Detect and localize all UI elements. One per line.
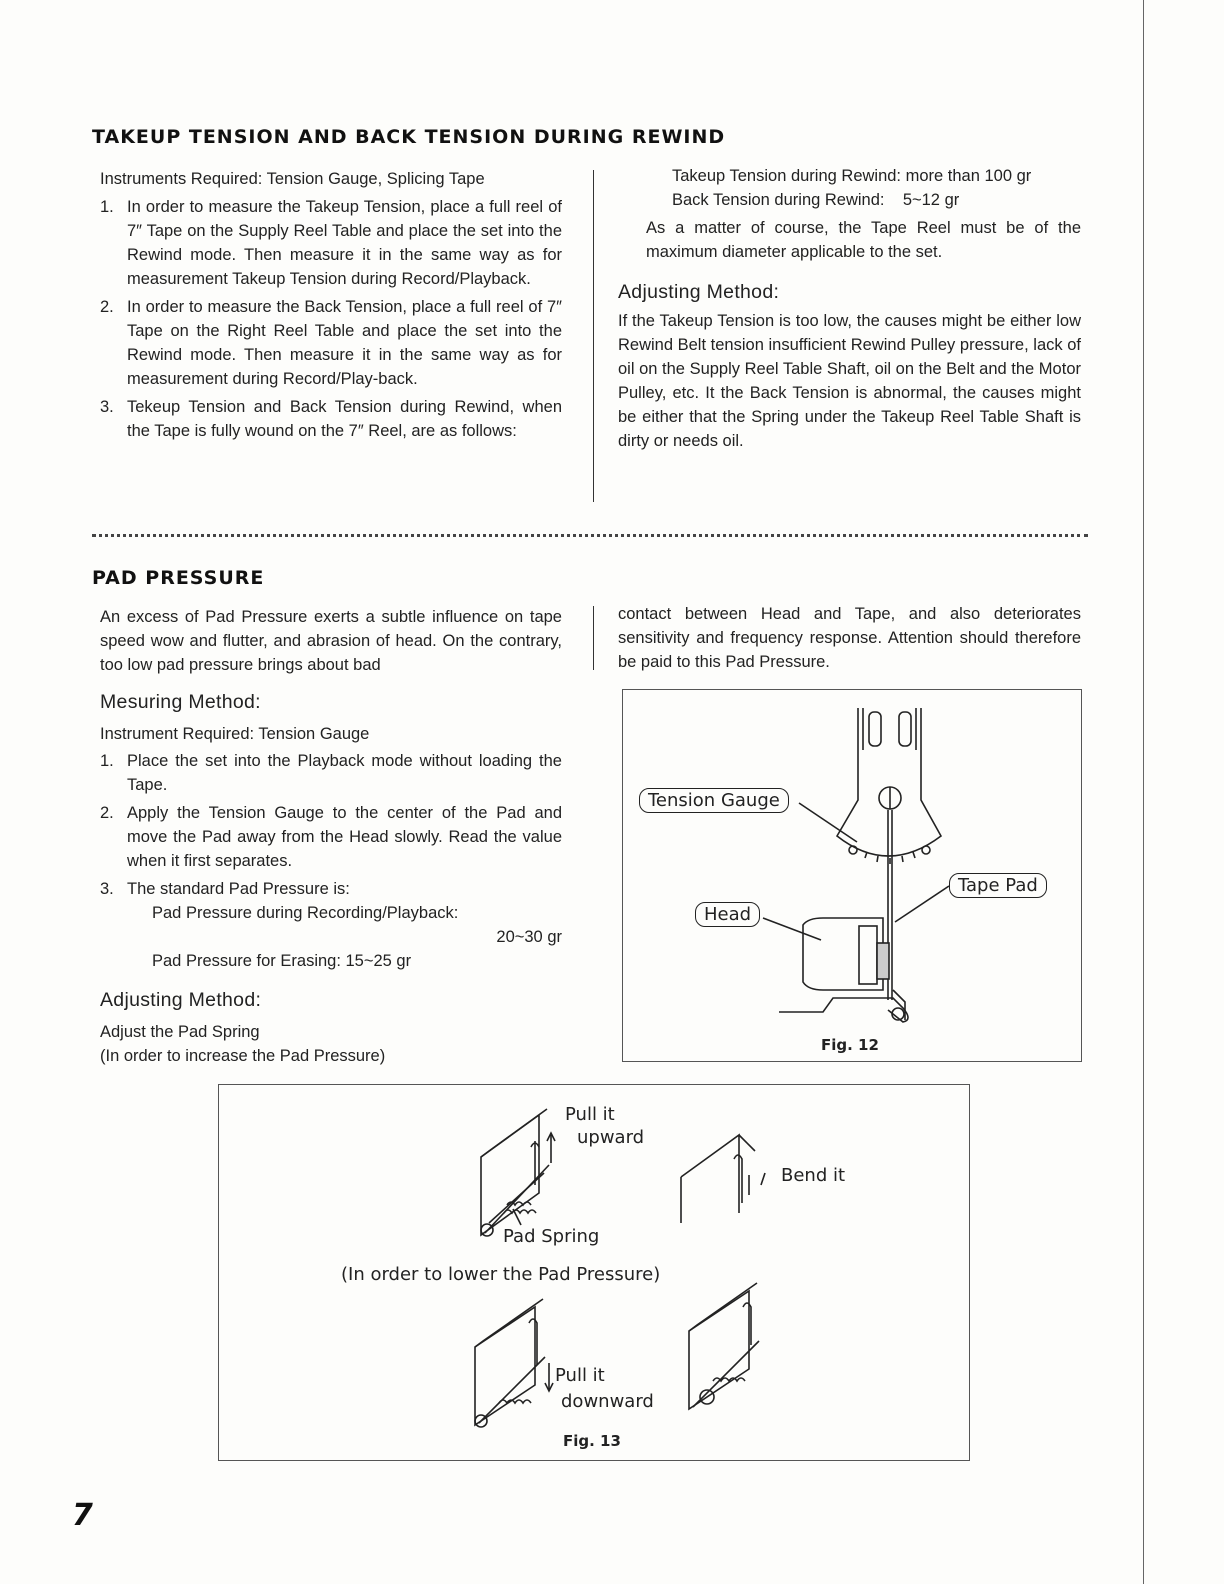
list-item: 2. In order to measure the Back Tension, place a full reel of 7″ Tape on the Right Reel Table and place the set into the Rewind mode. Then measure it in the same way as for measurement during Record/Play-back. — [100, 298, 562, 388]
label-tape-pad: Tape Pad — [949, 873, 1047, 898]
list-item: 1. In order to measure the Takeup Tension, place a full reel of 7″ Tape on the Supply Reel Table and place the set into the Rewind mode. Then measure it in the same way as for measurement Takeup Tension during Record/Playback. — [100, 198, 562, 288]
adjust-pad-spring: Adjust the Pad Spring — [100, 1023, 260, 1041]
standard-pressure-rec-value: 20~30 gr — [496, 928, 562, 946]
instrument-required: Instrument Required: Tension Gauge — [100, 725, 370, 743]
label-bend-it: Bend it — [781, 1165, 846, 1186]
label-pull-up-2: upward — [577, 1127, 645, 1148]
page-number: 7 — [72, 1498, 93, 1533]
figure-12-caption: Fig. 12 — [821, 1036, 879, 1054]
adjusting-method-text: If the Takeup Tension is too low, the causes might be either low Rewind Belt tension insufficient Rewind Pulley pressure, lack of oil on the Supply Reel Table Shaft, oil on the Belt and the Motor Pulley, etc. It the Back Tension is abnormal, the causes might be either that the Spring under the Takeup Reel Table Shaft is dirty or needs oil. — [618, 312, 1081, 450]
pad-left-column — [100, 690, 562, 1068]
label-pull-down-2: downward — [561, 1391, 654, 1412]
measuring-method-heading: Mesuring Method: — [100, 691, 261, 713]
adjust-increase-note: (In order to increase the Pad Pressure) — [100, 1047, 386, 1065]
binding-edge-line — [1143, 0, 1144, 1584]
list-item: 1. Place the set into the Playback mode without loading the Tape. — [100, 752, 562, 794]
section1-left-column — [100, 167, 562, 447]
instruments-required: Instruments Required: Tension Gauge, Splicing Tape — [100, 170, 485, 188]
label-tension-gauge: Tension Gauge — [639, 788, 789, 813]
adjusting-method-heading: Adjusting Method: — [618, 281, 780, 303]
section-heading-pad-pressure: PAD PRESSURE — [92, 567, 265, 589]
section1-right-column — [618, 164, 1081, 453]
spec-takeup: Takeup Tension during Rewind: more than 100 gr — [672, 167, 1032, 185]
section-heading-takeup-tension: TAKEUP TENSION AND BACK TENSION DURING REWIND — [92, 126, 726, 148]
list-item: 3. The standard Pad Pressure is: — [100, 880, 350, 898]
label-pad-spring: Pad Spring — [503, 1226, 600, 1247]
standard-pressure-erase: Pad Pressure for Erasing: 15~25 gr — [152, 952, 412, 970]
label-pull-up-1: Pull it — [565, 1104, 615, 1125]
pad-intro-right: contact between Head and Tape, and also deteriorates sensitivity and frequency response. Attention should therefore be paid to this Pad Pressure. — [618, 605, 1081, 671]
label-lower-pressure: (In order to lower the Pad Pressure) — [341, 1264, 661, 1285]
column-divider-2 — [593, 606, 594, 670]
column-divider — [593, 170, 594, 502]
list-item: 3. Tekeup Tension and Back Tension during Rewind, when the Tape is fully wound on the 7″ Reel, are as follows: — [100, 398, 562, 440]
adjusting-method-heading-2: Adjusting Method: — [100, 989, 262, 1011]
standard-pressure-rec: Pad Pressure during Recording/Playback: — [152, 904, 459, 922]
section-separator — [92, 534, 1088, 537]
figure-13 — [218, 1084, 970, 1461]
figure-13-caption: Fig. 13 — [563, 1432, 621, 1450]
label-pull-down-1: Pull it — [555, 1365, 605, 1386]
list-item: 2. Apply the Tension Gauge to the center of the Pad and move the Pad away from the Head slowly. Read the value when it first separates. — [100, 804, 562, 870]
reel-note: As a matter of course, the Tape Reel must be of the maximum diameter applicable to the set. — [646, 219, 1081, 261]
label-head: Head — [695, 902, 760, 927]
pad-intro-left: An excess of Pad Pressure exerts a subtle influence on tape speed wow and flutter, and abrasion of head. On the contrary, too low pad pressure brings about bad — [100, 608, 562, 674]
spec-back: Back Tension during Rewind: 5~12 gr — [672, 191, 960, 209]
figure-12 — [622, 689, 1082, 1062]
